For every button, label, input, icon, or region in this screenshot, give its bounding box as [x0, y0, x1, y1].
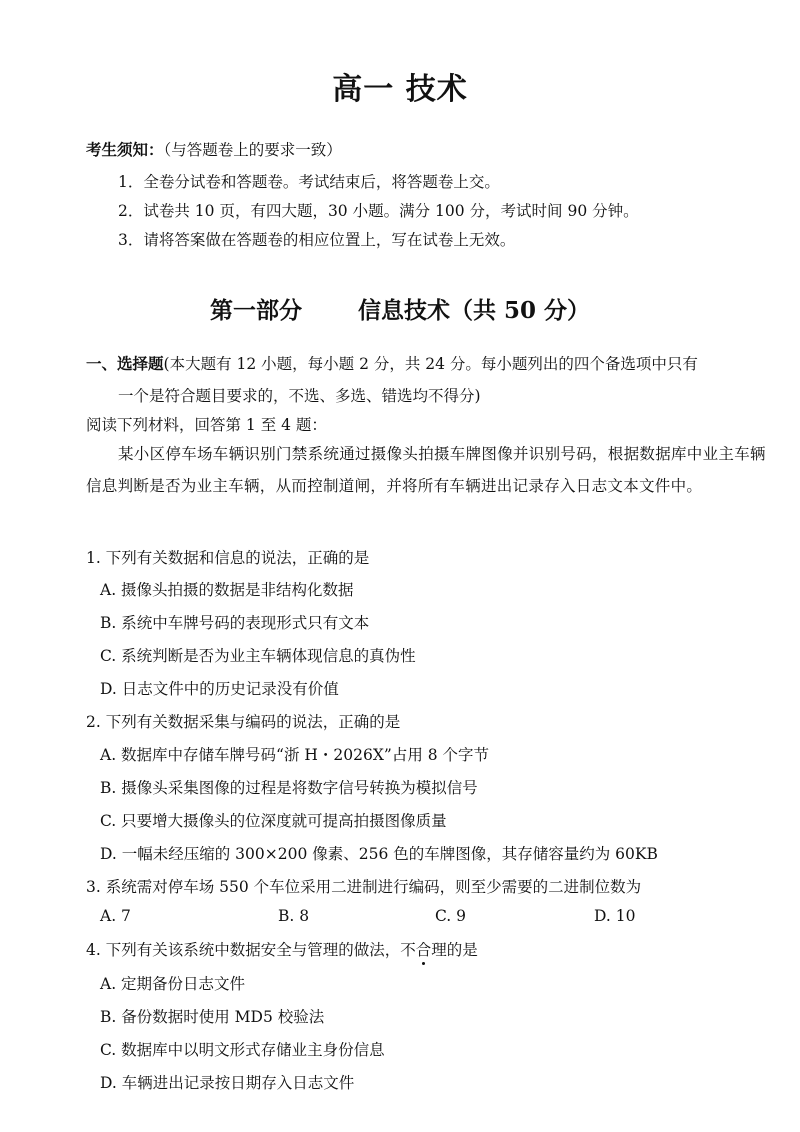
option-a: A. 摄像头拍摄的数据是非结构化数据	[100, 581, 354, 599]
reading-material: 某小区停车场车辆识别门禁系统通过摄像头拍摄车牌图像并识别号码，根据数据库中业主车辆信息判断是否为业主车辆，从而控制道闸，并将所有车辆进出记录存入日志文本文件中。	[86, 445, 766, 495]
section-heading	[86, 352, 698, 374]
option-b: B. 备份数据时使用 MD5 校验法	[100, 1008, 325, 1026]
part-subject: 信息技术（共 50 分）	[357, 297, 591, 324]
reading-instruction: 阅读下列材料，回答第 1 至 4 题：	[86, 416, 327, 434]
notice-item: 3．请将答案做在答题卷的相应位置上，写在试卷上无效。	[118, 231, 516, 249]
option-a: A. 7	[100, 907, 131, 925]
option-d: D. 车辆进出记录按日期存入日志文件	[100, 1074, 355, 1092]
stem-text: 的是	[446, 941, 478, 959]
option-c: C. 只要增大摄像头的位深度就可提高拍摄图像质量	[100, 812, 447, 830]
option-b: B. 摄像头采集图像的过程是将数字信号转换为模拟信号	[100, 779, 478, 797]
question-stem: 1. 下列有关数据和信息的说法，正确的是	[86, 549, 370, 567]
option-c: C. 系统判断是否为业主车辆体现信息的真伪性	[100, 647, 416, 665]
option-a: A. 定期备份日志文件	[100, 975, 246, 993]
option-c: C. 数据库中以明文形式存储业主身份信息	[100, 1041, 385, 1059]
question-stem: 3. 系统需对停车场 550 个车位采用二进制进行编码，则至少需要的二进制位数为	[86, 878, 642, 896]
option-c: C. 9	[435, 907, 467, 925]
question-stem	[86, 938, 478, 960]
notice-item: 1．全卷分试卷和答题卷。考试结束后，将答题卷上交。	[118, 173, 500, 191]
notice-item: 2．试卷共 10 页，有四大题，30 小题。满分 100 分，考试时间 90 分钟。	[118, 202, 639, 220]
part-label: 第一部分	[209, 297, 302, 324]
emphasized-text: 不合理	[400, 941, 447, 959]
section-label: 一、选择题	[86, 354, 164, 373]
option-a: A. 数据库中存储车牌号码“浙 H・2026X”占用 8 个字节	[100, 746, 490, 764]
notice-heading	[86, 138, 342, 160]
option-b: B. 系统中车牌号码的表现形式只有文本	[100, 614, 370, 632]
stem-text: 4. 下列有关该系统中数据安全与管理的做法，	[86, 941, 401, 959]
option-d: D. 10	[594, 907, 636, 925]
section-instructions-cont: 一个是符合题目要求的，不选、多选、错选均不得分)	[118, 387, 481, 405]
notice-label: 考生须知：	[86, 140, 164, 159]
page-title: 高一 技术	[332, 72, 468, 107]
option-d: D. 一幅未经压缩的 300×200 像素、256 色的车牌图像，其存储容量约为 60KB	[100, 845, 658, 863]
option-b: B. 8	[278, 907, 310, 925]
question-stem: 2. 下列有关数据采集与编码的说法，正确的是	[86, 713, 401, 731]
option-d: D. 日志文件中的历史记录没有价值	[100, 680, 339, 698]
notice-note: （与答题卷上的要求一致）	[163, 141, 342, 159]
section-instructions: (本大题有 12 小题，每小题 2 分，共 24 分。每小题列出的四个备选项中只有	[163, 355, 698, 373]
part-title	[0, 292, 800, 325]
